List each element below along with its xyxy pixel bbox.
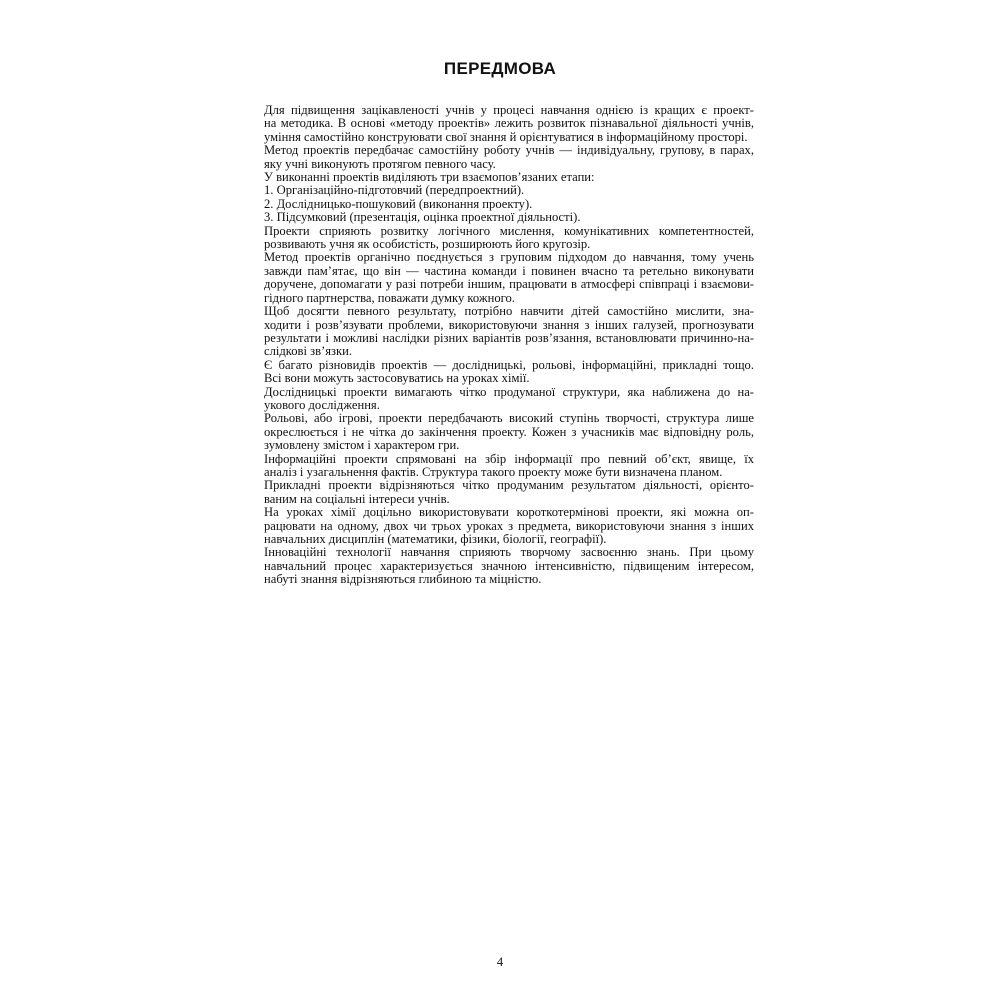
paragraph [246, 412, 754, 452]
paragraph-line: Для підвищення зацікавленості учнів у процесі навчання однією із кращих є проект- [264, 103, 754, 117]
paragraph-line: 1. Організаційно-підготовчий (передпроектний). [264, 183, 525, 198]
paragraph [246, 171, 754, 184]
paragraph [246, 546, 754, 586]
page-title: ПЕРЕДМОВА [443, 59, 557, 78]
paragraph [246, 479, 754, 506]
paragraph-line: навчальних дисциплін (математики, фізики, біології, географії). [264, 532, 607, 546]
paragraph [246, 359, 754, 386]
paragraph-line: Проекти сприяють розвитку логічного мислення, комунікативних компетентностей, [264, 223, 754, 238]
paragraph-line: ваним на соціальні інтереси учнів. [264, 491, 450, 506]
paragraph-line: Всі вони можуть застосовуватись на уроках хімії. [264, 371, 530, 386]
paragraph-line: гідного партнерства, поважати думку кожного. [264, 290, 515, 305]
paragraph-line: зумовлену змістом і характером гри. [264, 438, 460, 453]
paragraph-line: на методика. В основі «методу проектів» лежить розвиток пізнавальної діяльності учнів, [264, 116, 754, 131]
paragraph [246, 104, 754, 144]
paragraph-line: Інформаційні проекти спрямовані на збір інформації про певний об’єкт, явище, їх [264, 451, 754, 466]
paragraph-line: ходити і розв’язувати проблеми, використовуючи знання з інших галузей, прогнозувати [264, 317, 754, 332]
paragraph-line: Щоб досягти певного результату, потрібно навчити дітей самостійно мислити, зна- [264, 304, 754, 319]
paragraph-line: завжди пам’ятає, що він — частина команди і повинен вчасно та ретельно виконувати [264, 263, 754, 278]
paragraph-line: слідкові зв’язки. [264, 344, 353, 359]
paragraph-line: 3. Підсумковий (презентація, оцінка проектної діяльності). [264, 210, 581, 225]
paragraph [246, 144, 754, 171]
paragraph-line: результати і можливі наслідки різних варіантів розв’язання, встановлювати причинно-на- [264, 330, 754, 345]
paragraph-line: 2. Дослідницько-пошуковий (виконання проекту). [264, 196, 533, 211]
paragraph-line: Дослідницькі проекти вимагають чітко продуманої структури, яка наближена до на- [264, 384, 754, 399]
paragraph-line: рацювати на одному, двох чи трьох уроках з предмета, використовуючи знання з інших [264, 518, 754, 533]
paragraph-line: Прикладні проекти відрізняються чітко продуманим результатом діяльності, орієнто- [264, 478, 754, 493]
paragraph [246, 198, 754, 211]
paragraph-line: На уроках хімії доцільно використовувати короткотермінові проекти, які можна оп- [264, 505, 754, 520]
paragraph-line: уміння самостійно конструювати свої знання й орієнтуватися в інформаційному просторі. [264, 129, 748, 144]
paragraph-line: доручене, допомагати у разі потреби іншим, працювати в атмосфері співпраці і взаємови- [264, 277, 754, 292]
paragraph [246, 211, 754, 224]
paragraph-line: укового дослідження. [264, 397, 380, 412]
paragraph-line: набуті знання відрізняються глибиною та міцністю. [264, 572, 542, 587]
paragraph-line: У виконанні проектів виділяють три взаємопов’язаних етапи: [264, 170, 595, 185]
paragraph [246, 225, 754, 252]
paragraph-line: Метод проектів передбачає самостійну роботу учнів — індивідуальну, групову, в парах, [264, 143, 754, 158]
paragraph [246, 506, 754, 546]
paragraph-line: Рольові, або ігрові, проекти передбачають високий ступінь творчості, структура лише [264, 411, 754, 426]
paragraph-line: Інноваційні технології навчання сприяють творчому засвоєнню знань. При цьому [264, 545, 754, 560]
paragraph-line: навчальний процес характеризується значною інтенсивністю, підвищеним інтересом, [264, 558, 754, 573]
paragraph [246, 184, 754, 197]
paragraph-line: Метод проектів органічно поєднується з груповим підходом до навчання, тому учень [264, 250, 754, 265]
paragraph-line: яку учні виконують протягом певного часу. [264, 156, 496, 171]
paragraph [246, 453, 754, 480]
paragraph [246, 305, 754, 359]
paragraph-line: розвивають учня як особистість, розширюють його кругозір. [264, 237, 591, 252]
body-text [246, 104, 754, 587]
paragraph-line: аналіз і узагальнення фактів. Структура такого проекту може бути визначена планом. [264, 464, 723, 479]
paragraph [246, 386, 754, 413]
paragraph-line: Є багато різновидів проектів — дослідницькі, рольові, інформаційні, прикладні тощо. [264, 357, 754, 372]
paragraph-line: окреслюється і не чітка до закінчення проекту. Кожен з учасників має відповідну роль, [264, 424, 754, 439]
page-number: 4 [496, 955, 504, 969]
paragraph [246, 251, 754, 305]
